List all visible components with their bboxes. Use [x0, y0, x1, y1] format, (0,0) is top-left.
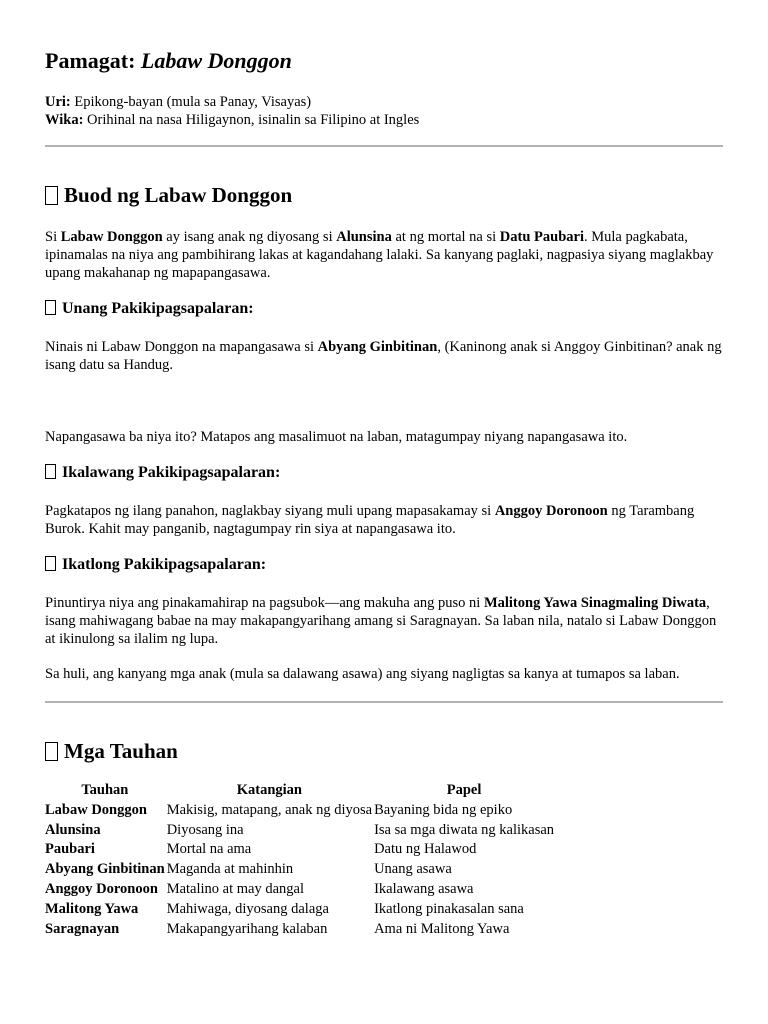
column-header: Tauhan [81, 782, 129, 798]
page-title [45, 47, 292, 75]
adventure1-text: Ninais ni Labaw Donggon na mapangasawa si Abyang Ginbitinan, (Kaninong anak si Anggoy Ginbitinan? anak ng isang datu sa Handug. [45, 339, 722, 373]
character-name: Saragnayan [45, 920, 120, 937]
character-name: Anggoy Doronoon [45, 880, 158, 897]
bold-name: Alunsina [336, 229, 392, 245]
character-role: Ikatlong pinakasalan sana [374, 900, 524, 917]
character-trait: Maganda at mahinhin [166, 861, 294, 878]
character-role: Isa sa mga diwata ng kalikasan [374, 821, 555, 838]
character-trait: Diyosang ina [166, 821, 244, 838]
table-row [44, 880, 555, 900]
character-role: Ama ni Malitong Yawa [374, 920, 510, 937]
meta-wika-label: Wika: [45, 112, 84, 128]
missing-glyph-icon [45, 742, 58, 761]
bold-name: Datu Paubari [499, 229, 584, 245]
characters-heading: Mga Tauhan [45, 737, 178, 765]
adventure3-text2: Sa huli, ang kanyang mga anak (mula sa dalawang asawa) ang siyang nagligtas sa kanya at tumapos sa laban. [45, 666, 680, 682]
table-body [44, 801, 555, 940]
table-row [44, 821, 555, 841]
character-name: Paubari [45, 841, 95, 858]
column-header: Papel [446, 782, 482, 798]
table-row [44, 860, 555, 880]
table-header-row [44, 781, 555, 801]
title-label: Pamagat: [45, 48, 136, 73]
character-name: Labaw Donggon [45, 801, 147, 818]
adventure2-heading: Ikalawang Pakikipagsapalaran: [45, 462, 280, 484]
adventure1-heading: Unang Pakikipagsapalaran: [45, 298, 254, 320]
table-row [44, 900, 555, 920]
character-trait: Mahiwaga, diyosang dalaga [166, 900, 329, 917]
bold-name: Labaw Donggon [60, 229, 163, 245]
meta-uri-value: Epikong-bayan (mula sa Panay, Visayas) [74, 94, 312, 110]
character-name: Abyang Ginbitinan [45, 861, 165, 878]
character-role: Unang asawa [374, 861, 452, 878]
missing-glyph-icon [45, 186, 58, 205]
character-role: Datu ng Halawod [374, 841, 477, 858]
table-row [44, 801, 555, 821]
meta-wika [45, 111, 419, 129]
character-trait: Mortal na ama [166, 841, 252, 858]
table-row [44, 920, 555, 940]
meta-wika-value: Orihinal na nasa Hiligaynon, isinalin sa Filipino at Ingles [87, 112, 420, 128]
summary-heading: Buod ng Labaw Donggon [45, 181, 292, 209]
character-role: Ikalawang asawa [374, 880, 474, 897]
character-name: Alunsina [45, 821, 101, 838]
metadata [45, 93, 419, 129]
adventure1-text2: Napangasawa ba niya ito? Matapos ang masalimuot na laban, matagumpay niyang napangasawa ito. [45, 429, 628, 445]
column-header: Katangian [236, 782, 302, 798]
bold-name: Abyang Ginbitinan [317, 339, 438, 355]
character-role: Bayaning bida ng epiko [374, 801, 513, 818]
divider [45, 145, 723, 147]
character-trait: Makapangyarihang kalaban [166, 920, 328, 937]
bold-name: Anggoy Doronoon [494, 503, 608, 519]
missing-glyph-icon [45, 556, 56, 571]
character-trait: Matalino at may dangal [166, 880, 304, 897]
table-row [44, 840, 555, 860]
character-trait: Makisig, matapang, anak ng diyosa [166, 801, 373, 818]
meta-uri [45, 93, 419, 111]
bold-name: Malitong Yawa Sinagmaling Diwata [483, 595, 707, 611]
adventure3-heading: Ikatlong Pakikipagsapalaran: [45, 554, 266, 576]
characters-table [44, 781, 555, 939]
missing-glyph-icon [45, 300, 56, 315]
summary-intro: Si Labaw Donggon ay isang anak ng diyosang si Alunsina at ng mortal na si Datu Paubari. Mula pagkabata, ipinamalas na niya ang pambihirang lakas at kagandahang lalaki. Sa kanyang paglaki, nagpasiya siyang maglakbay upang makahanap ng mapapangasawa. [45, 229, 714, 281]
adventure2-text: Pagkatapos ng ilang panahon, naglakbay siyang muli upang mapasakamay si Anggoy Doronoon ng Tarambang Burok. Kahit may panganib, nagtagumpay rin siya at napangasawa ito. [45, 503, 695, 537]
divider [45, 701, 723, 703]
title-name: Labaw Donggon [140, 48, 292, 73]
meta-uri-label: Uri: [45, 94, 71, 110]
character-name: Malitong Yawa [45, 900, 139, 917]
adventure3-text: Pinuntirya niya ang pinakamahirap na pagsubok—ang makuha ang puso ni Malitong Yawa Sinagmaling Diwata, isang mahiwagang babae na may makapangyarihang amang si Saragnayan. Sa laban nila, natalo si Labaw Donggon at ikinulong sa ilalim ng lupa. [45, 595, 717, 647]
missing-glyph-icon [45, 464, 56, 479]
